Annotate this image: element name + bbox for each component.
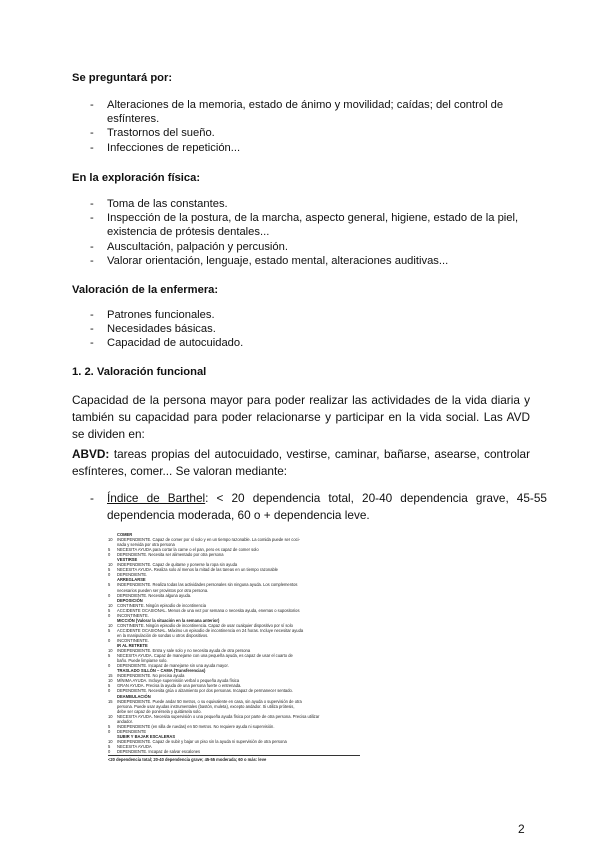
barthel-row xyxy=(108,749,360,754)
barthel-text: COMER xyxy=(117,532,133,537)
barthel-text: NECESITA AYUDA xyxy=(117,743,152,749)
page-number: 2 xyxy=(518,822,525,836)
list-item: - Toma de las constantes. xyxy=(90,198,228,210)
barthel-text: IR AL RETRETE xyxy=(117,643,148,649)
barthel-text: SUBIR Y BAJAR ESCALERAS xyxy=(117,733,176,739)
barthel-points: 5 xyxy=(108,607,111,613)
barthel-points: 0 xyxy=(108,612,111,618)
barthel-text: DEPENDIENTE. Incapaz de salvar escalones xyxy=(117,749,201,755)
barthel-text: andador. xyxy=(117,718,133,724)
barthel-points: 10 xyxy=(108,738,113,744)
barthel-text: NECESITA AYUDA. Capaz de manejarse con una pequeña ayuda, es capaz de usar el cuarto de xyxy=(117,653,293,659)
barthel-points: 5 xyxy=(108,567,111,573)
barthel-points: 10 xyxy=(108,648,113,654)
barthel-points: 0 xyxy=(108,552,111,558)
barthel-text: NECESITA AYUDA. Necesita supervisión o una pequeña ayuda física por parte de otra persona. Precisa utilizar xyxy=(117,713,320,719)
barthel-text: NECESITA AYUDA para cortar la carne o el pan, pero es capaz de comer solo xyxy=(117,547,259,553)
abvd-label: ABVD: xyxy=(72,447,110,461)
barthel-points: 10 xyxy=(108,537,113,543)
list-item: - Patrones funcionales. xyxy=(90,309,215,321)
section-heading-nursing: Valoración de la enfermera: xyxy=(72,284,219,296)
barthel-points: 10 xyxy=(108,602,113,608)
barthel-text: necesarios pueden ser provistos por otra persona. xyxy=(117,587,209,593)
barthel-text: INDEPENDIENTE. Capaz de quitarse y ponerse la ropa sin ayuda xyxy=(117,562,238,568)
list-item: - Infecciones de repetición... xyxy=(90,141,241,154)
list-item: - Alteraciones de la memoria, estado de ánimo y movilidad; caídas; del control de esfínteres. xyxy=(90,99,504,126)
abvd-paragraph: ABVD: tareas propias del autocuidado, vestirse, caminar, bañarse, asearse, controlar esfínteres, comer... Se valoran mediante: xyxy=(72,447,530,478)
barthel-text: DEPENDIENTE. Necesita ser alimentado por otra persona xyxy=(117,552,224,558)
barthel-text: MÍNIMA AYUDA. Incluye supervisión verbal o pequeña ayuda física xyxy=(117,678,240,684)
list-item: - Auscultación, palpación y percusión. xyxy=(90,240,288,253)
barthel-total: <20 dependencia total; 20-40 dependencia grave; 45-55 moderada; 60 o más: leve xyxy=(108,755,360,762)
barthel-text: INCONTINENTE. xyxy=(117,612,149,618)
barthel-points: 0 xyxy=(108,688,111,694)
barthel-text: ACCIDENTE OCASIONAL. Máximo un episodio de incontinencia en 24 horas. Incluye necesitar ayuda xyxy=(117,627,304,633)
barthel-text: CONTINENTE. Ningún episodio de incontinencia. Capaz de usar cualquier dispositivo por sí solo xyxy=(117,622,293,628)
barthel-text: TRASLADO SILLÓN – CAMA (Transferencias) xyxy=(117,668,206,674)
barthel-text: ARREGLARSE xyxy=(117,577,146,583)
barthel-points: 5 xyxy=(108,582,111,588)
barthel-text: INDEPENDIENTE. Realiza todas las actividades personales sin ninguna ayuda. Los complementos xyxy=(117,582,298,588)
nursing-list xyxy=(72,308,530,351)
barthel-points: 0 xyxy=(108,637,111,643)
list-item: - Inspección de la postura, de la marcha, aspecto general, higiene, estado de la piel, existencia de prótesis dentales... xyxy=(90,212,519,239)
barthel-points: 0 xyxy=(108,592,111,598)
barthel-points: 5 xyxy=(108,723,111,729)
barthel-text: nada y servida por otra persona xyxy=(117,542,175,548)
barthel-text: INDEPENDIENTE. Puede andar 50 metros, o su equivalente en casa, sin ayuda o supervisión de otra xyxy=(117,698,302,704)
barthel-text: DEPENDIENTE. xyxy=(117,572,148,578)
functional-intro: Capacidad de la persona mayor para poder realizar las actividades de la vida diaria y también su capacidad para poder relacionarse y participar en la vida social. Las AVD se dividen en: xyxy=(72,393,530,441)
barthel-points: 10 xyxy=(108,713,113,719)
barthel-text: persona. Puede usar ayudas instrumentales (bastón, muleta), excepto andador. Si utiliza prótesis, xyxy=(117,703,295,709)
barthel-text: INDEPENDIENTE. Capaz de subir y bajar un piso sin la ayuda ni supervisión de otra persona xyxy=(117,738,287,744)
barthel-list-item: - Índice de Barthel: < 20 dependencia total, 20-40 dependencia grave, 45-55 dependencia moderada, 60 o + dependencia leve. xyxy=(90,491,547,522)
barthel-text: VESTIRSE xyxy=(117,557,138,563)
barthel-table-image xyxy=(108,532,360,812)
barthel-text: INDEPENDIENTE. Capaz de comer por sí solo y en un tiempo razonable. La comida puede ser coci- xyxy=(117,537,300,543)
barthel-points: 5 xyxy=(108,627,111,633)
barthel-text: DEPOSICIÓN xyxy=(117,597,143,603)
barthel-points: 15 xyxy=(108,698,113,704)
list-item: - Valorar orientación, lenguaje, estado mental, alteraciones auditivas... xyxy=(90,254,449,267)
barthel-points: 0 xyxy=(108,728,111,734)
list-item: - Necesidades básicas. xyxy=(90,323,216,336)
barthel-text: GRAN AYUDA. Precisa la ayuda de una persona fuerte o entrenada. xyxy=(117,683,242,689)
barthel-text: DEPENDIENTE. Incapaz de manejarse sin una ayuda mayor. xyxy=(117,663,229,669)
barthel-points: 10 xyxy=(108,678,113,684)
barthel-points: 5 xyxy=(108,743,111,749)
barthel-points: 10 xyxy=(108,562,113,568)
barthel-text: CONTINENTE. Ningún episodio de incontinencia xyxy=(117,602,206,608)
barthel-text: debe ser capaz de ponérsela y quitársela solo. xyxy=(117,708,202,714)
barthel-index-link[interactable]: Índice de Barthel xyxy=(107,491,206,505)
barthel-points: 10 xyxy=(108,622,113,628)
ask-list xyxy=(72,98,530,155)
barthel-text: NECESITA AYUDA. Realiza solo al menos la mitad de las tareas en un tiempo razonable xyxy=(117,567,278,573)
barthel-text: INDEPENDIENTE. No precisa ayuda xyxy=(117,673,185,679)
section-heading-exam: En la exploración física: xyxy=(72,172,201,184)
barthel-points: 5 xyxy=(108,653,111,659)
barthel-text: ACCIDENTE OCASIONAL. Menos de una vez por semana o necesita ayuda, enemas o supositorios xyxy=(117,607,300,613)
barthel-text: INDEPENDIENTE. Entra y sale solo y no necesita ayuda de otra persona xyxy=(117,648,251,654)
barthel-text: INCONTINENTE. xyxy=(117,637,149,643)
barthel-points: 5 xyxy=(108,547,111,553)
barthel-points: 15 xyxy=(108,673,113,679)
barthel-text: DEPENDIENTE xyxy=(117,728,147,734)
barthel-text: DEPENDIENTE. Necesita grúa o alzamiento por dos personas. Incapaz de permanecer sentado. xyxy=(117,688,293,694)
list-item: - Capacidad de autocuidado. xyxy=(90,337,244,350)
barthel-points: 5 xyxy=(108,683,111,689)
barthel-text: en la manipulación de sondas u otros dispositivos. xyxy=(117,632,209,638)
barthel-text: DEPENDIENTE. Necesita alguna ayuda. xyxy=(117,592,192,598)
barthel-text: baño. Puede limpiarse solo. xyxy=(117,658,168,664)
barthel-text: DEAMBULACIÓN xyxy=(117,693,151,699)
barthel-points: 0 xyxy=(108,663,111,669)
section-heading-functional: 1. 2. Valoración funcional xyxy=(72,366,207,378)
section-heading-ask: Se preguntará por: xyxy=(72,72,173,84)
exam-list xyxy=(72,197,530,268)
list-item: - Trastornos del sueño. xyxy=(90,127,215,140)
barthel-points: 0 xyxy=(108,572,111,578)
barthel-points: 0 xyxy=(108,749,111,755)
barthel-text: INDEPENDIENTE (en silla de ruedas) en 50 metros. No requiere ayuda ni supervisión. xyxy=(117,723,275,729)
barthel-text: MICCIÓN (Valorar la situación en la semana anterior) xyxy=(117,617,220,623)
